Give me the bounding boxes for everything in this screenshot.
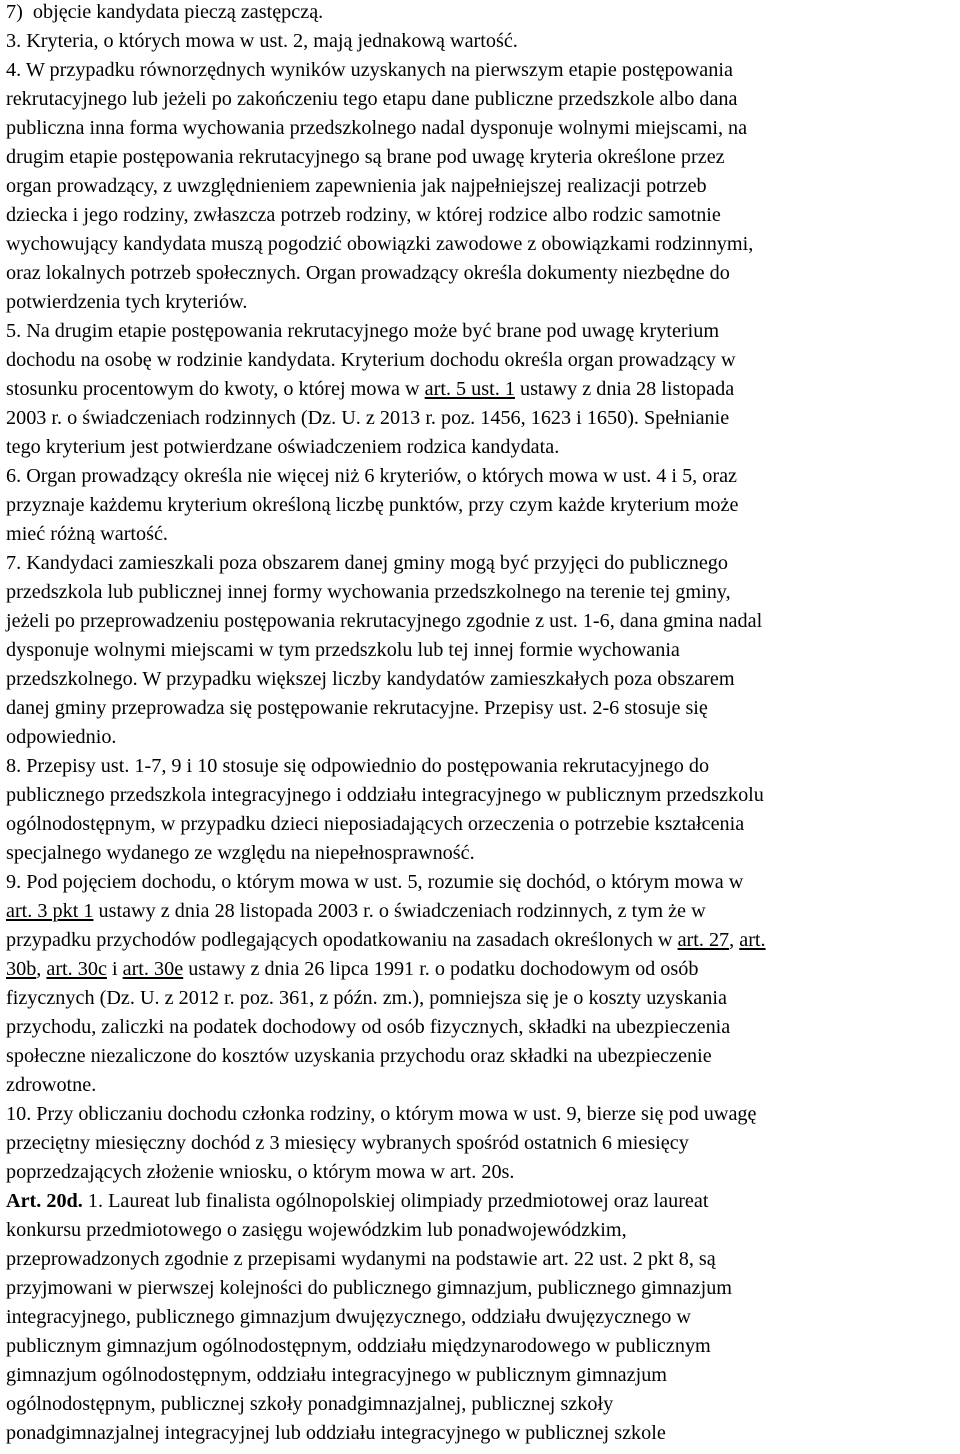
text-segment: wychowujący kandydata muszą pogodzić obowiązki zawodowe z obowiązkami rodzinnymi, <box>6 233 754 255</box>
text-line <box>6 462 960 491</box>
text-segment: przypadku przychodów podlegających opodatkowaniu na zasadach określonych w <box>6 929 678 951</box>
text-line <box>6 781 960 810</box>
text-line <box>6 201 960 230</box>
text-segment: zdrowotne. <box>6 1074 97 1096</box>
text-segment: przyznaje każdemu kryterium określoną liczbę punktów, przy czym każde kryterium może <box>6 494 739 516</box>
text-line <box>6 984 960 1013</box>
text-line <box>6 926 960 955</box>
text-segment: 4. W przypadku równorzędnych wyników uzyskanych na pierwszym etapie postępowania <box>6 59 733 81</box>
text-segment: 10. Przy obliczaniu dochodu członka rodziny, o którym mowa w ust. 9, bierze się pod uwagę <box>6 1103 757 1125</box>
text-segment: dochodu na osobę w rodzinie kandydata. Kryterium dochodu określa organ prowadzący w <box>6 349 736 371</box>
text-line <box>6 114 960 143</box>
text-line <box>6 1216 960 1245</box>
text-line <box>6 1071 960 1100</box>
statute-reference-link[interactable]: art. 30e <box>122 958 184 980</box>
text-line <box>6 230 960 259</box>
text-line <box>6 723 960 752</box>
text-line <box>6 375 960 404</box>
text-segment: i <box>106 958 123 980</box>
text-line <box>6 607 960 636</box>
text-line <box>6 549 960 578</box>
text-segment: jeżeli po przeprowadzeniu postępowania rekrutacyjnego zgodnie z ust. 1-6, dana gmina nadal <box>6 610 763 632</box>
text-line <box>6 56 960 85</box>
text-line <box>6 1158 960 1187</box>
text-segment: oraz lokalnych potrzeb społecznych. Organ prowadzący określa dokumenty niezbędne do <box>6 262 730 284</box>
text-line <box>6 317 960 346</box>
text-line <box>6 0 960 27</box>
text-segment: 9. Pod pojęciem dochodu, o którym mowa w ust. 5, rozumie się dochód, o którym mowa w <box>6 871 744 893</box>
text-line <box>6 752 960 781</box>
text-line <box>6 1303 960 1332</box>
text-segment: ogólnodostępnym, w przypadku dzieci nieposiadających orzeczenia o potrzebie kształcenia <box>6 813 745 835</box>
text-segment: społeczne niezaliczone do kosztów uzyskania przychodu oraz składki na ubezpieczenie <box>6 1045 712 1067</box>
text-segment: dysponuje wolnymi miejscami w tym przedszkolu lub tej innej formie wychowania <box>6 639 680 661</box>
text-line <box>6 1245 960 1274</box>
text-segment: ustawy z dnia 26 lipca 1991 r. o podatku dochodowym od osób <box>183 958 699 980</box>
text-segment: 2003 r. o świadczeniach rodzinnych (Dz. U. z 2013 r. poz. 1456, 1623 i 1650). Spełnianie <box>6 407 730 429</box>
text-segment: mieć różną wartość. <box>6 523 168 545</box>
text-line <box>6 578 960 607</box>
statute-reference-link[interactable]: 30b <box>6 958 37 980</box>
text-segment: fizycznych (Dz. U. z 2012 r. poz. 361, z późn. zm.), pomniejsza się je o koszty uzyskania <box>6 987 727 1009</box>
text-segment: przedszkola lub publicznej innej formy wychowania przedszkolnego na terenie tej gminy, <box>6 581 731 603</box>
text-line <box>6 897 960 926</box>
text-segment: ustawy z dnia 28 listopada 2003 r. o świadczeniach rodzinnych, z tym że w <box>93 900 706 922</box>
text-segment: 7. Kandydaci zamieszkali poza obszarem danej gminy mogą być przyjęci do publicznego <box>6 552 728 574</box>
text-line <box>6 694 960 723</box>
text-line <box>6 1274 960 1303</box>
text-segment: przeciętny miesięczny dochód z 3 miesięcy wybranych spośród ostatnich 6 miesięcy <box>6 1132 689 1154</box>
text-line <box>6 868 960 897</box>
article-heading: Art. 20d. <box>6 1190 83 1212</box>
text-segment: organ prowadzący, z uwzględnieniem zapewnienia jak najpełniejszej realizacji potrzeb <box>6 175 707 197</box>
text-segment: 7) objęcie kandydata pieczą zastępczą. <box>6 1 324 23</box>
statute-reference-link[interactable]: art. <box>739 929 766 951</box>
text-segment: gimnazjum ogólnodostępnym, oddziału integracyjnego w publicznym gimnazjum <box>6 1364 668 1386</box>
document-page <box>6 0 960 1448</box>
text-line <box>6 955 960 984</box>
text-segment: ponadgimnazjalnej integracyjnej lub oddziału integracyjnego w publicznej szkole <box>6 1422 666 1444</box>
text-segment: publicznego przedszkola integracyjnego i oddziału integracyjnego w publicznym przedszkolu <box>6 784 764 806</box>
text-line <box>6 491 960 520</box>
text-segment: rekrutacyjnego lub jeżeli po zakończeniu tego etapu dane publiczne przedszkole albo dana <box>6 88 738 110</box>
text-segment: integracyjnego, publicznego gimnazjum dwujęzycznego, oddziału dwujęzycznego w <box>6 1306 692 1328</box>
text-line <box>6 1187 960 1216</box>
text-segment: danej gminy przeprowadza się postępowanie rekrutacyjne. Przepisy ust. 2-6 stosuje się <box>6 697 708 719</box>
statute-reference-link[interactable]: art. 3 pkt 1 <box>6 900 94 922</box>
text-segment: przychodu, zaliczki na podatek dochodowy od osób fizycznych, składki na ubezpieczenia <box>6 1016 731 1038</box>
text-segment: 5. Na drugim etapie postępowania rekrutacyjnego może być brane pod uwagę kryterium <box>6 320 720 342</box>
statute-reference-link[interactable]: art. 27 <box>677 929 730 951</box>
text-segment: ustawy z dnia 28 listopada <box>514 378 735 400</box>
text-line <box>6 172 960 201</box>
text-segment: przeprowadzonych zgodnie z przepisami wydanymi na podstawie art. 22 ust. 2 pkt 8, są <box>6 1248 716 1270</box>
statute-reference-link[interactable]: art. 5 ust. 1 <box>424 378 515 400</box>
text-line <box>6 1332 960 1361</box>
text-segment: , <box>36 958 47 980</box>
text-segment: publiczna inna forma wychowania przedszkolnego nadal dysponuje wolnymi miejscami, na <box>6 117 748 139</box>
text-segment: 8. Przepisy ust. 1-7, 9 i 10 stosuje się odpowiednio do postępowania rekrutacyjnego do <box>6 755 710 777</box>
text-line <box>6 433 960 462</box>
text-line <box>6 288 960 317</box>
text-segment: 1. Laureat lub finalista ogólnopolskiej olimpiady przedmiotowej oraz laureat <box>82 1190 709 1212</box>
text-line <box>6 1013 960 1042</box>
text-line <box>6 259 960 288</box>
text-segment: specjalnego wydanego ze względu na niepełnosprawność. <box>6 842 475 864</box>
text-segment: przyjmowani w pierwszej kolejności do publicznego gimnazjum, publicznego gimnazjum <box>6 1277 733 1299</box>
text-line <box>6 346 960 375</box>
text-segment: publicznym gimnazjum ogólnodostępnym, oddziału międzynarodowego w publicznym <box>6 1335 711 1357</box>
text-segment: poprzedzających złożenie wniosku, o którym mowa w art. 20s. <box>6 1161 515 1183</box>
text-line <box>6 636 960 665</box>
text-line <box>6 1042 960 1071</box>
text-segment: , <box>729 929 740 951</box>
text-line <box>6 1129 960 1158</box>
text-segment: odpowiednio. <box>6 726 117 748</box>
text-segment: konkursu przedmiotowego o zasięgu wojewódzkim lub ponadwojewódzkim, <box>6 1219 627 1241</box>
text-line <box>6 839 960 868</box>
text-segment: ogólnodostępnym, publicznej szkoły ponadgimnazjalnej, publicznej szkoły <box>6 1393 614 1415</box>
text-segment: dziecka i jego rodziny, zwłaszcza potrzeb rodziny, w której rodzice albo rodzic samotnie <box>6 204 721 226</box>
text-segment: stosunku procentowym do kwoty, o której mowa w <box>6 378 425 400</box>
text-line <box>6 1419 960 1448</box>
text-line <box>6 27 960 56</box>
text-line <box>6 1390 960 1419</box>
text-segment: 3. Kryteria, o których mowa w ust. 2, mają jednakową wartość. <box>6 30 518 52</box>
text-segment: przedszkolnego. W przypadku większej liczby kandydatów zamieszkałych poza obszarem <box>6 668 735 690</box>
text-line <box>6 404 960 433</box>
text-segment: 6. Organ prowadzący określa nie więcej niż 6 kryteriów, o których mowa w ust. 4 i 5, oraz <box>6 465 738 487</box>
text-segment: tego kryterium jest potwierdzane oświadczeniem rodzica kandydata. <box>6 436 560 458</box>
text-line <box>6 665 960 694</box>
text-segment: drugim etapie postępowania rekrutacyjnego są brane pod uwagę kryteria określone przez <box>6 146 725 168</box>
statute-reference-link[interactable]: art. 30c <box>46 958 107 980</box>
text-line <box>6 520 960 549</box>
text-segment: potwierdzenia tych kryteriów. <box>6 291 248 313</box>
text-line <box>6 1100 960 1129</box>
text-line <box>6 143 960 172</box>
text-line <box>6 810 960 839</box>
text-line <box>6 85 960 114</box>
text-line <box>6 1361 960 1390</box>
